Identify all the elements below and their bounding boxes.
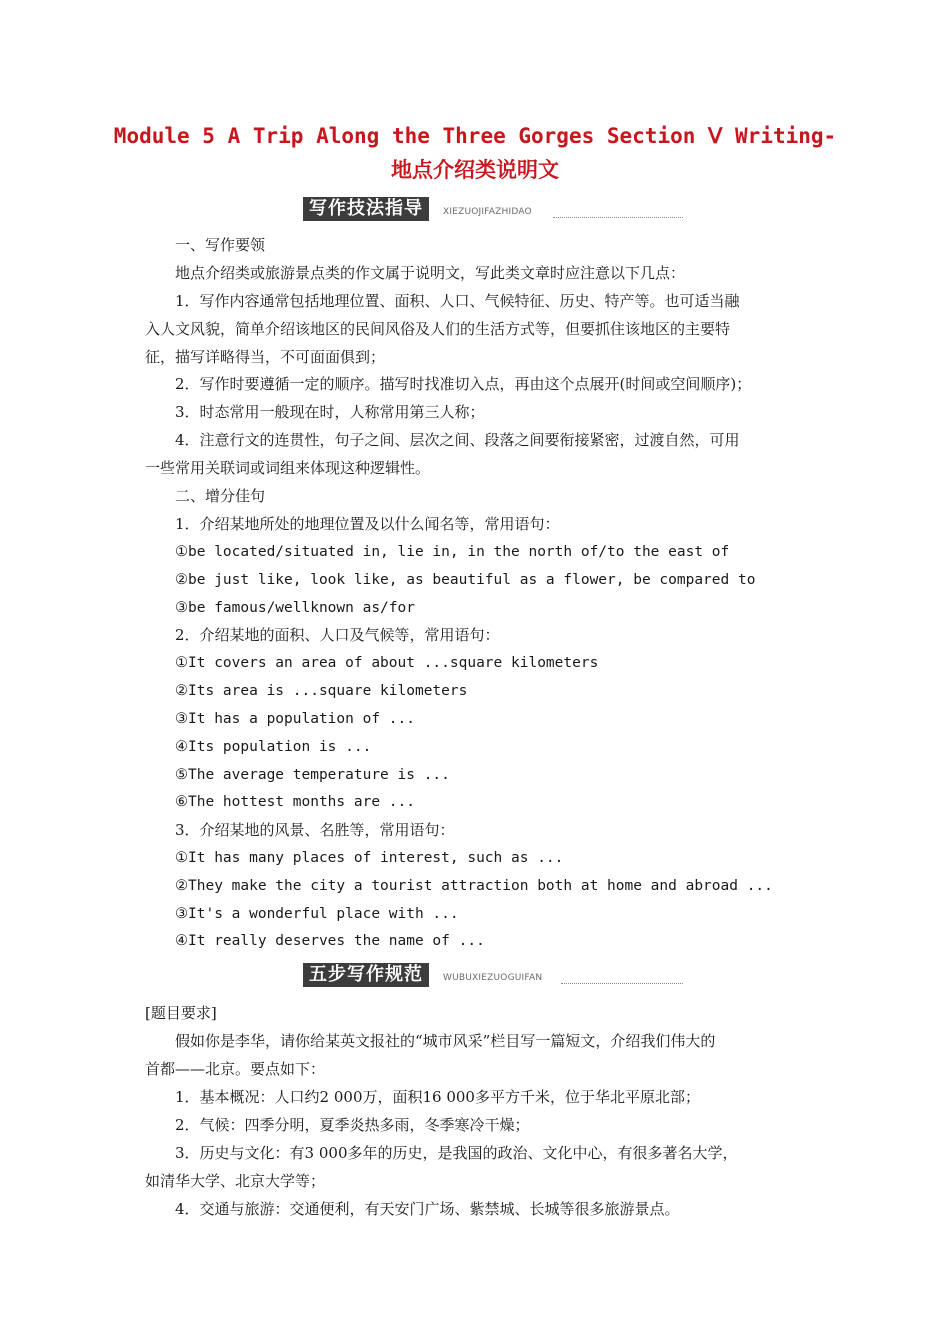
section-heading: 二、增分佳句 [175,487,266,505]
subheading: 2．介绍某地的面积、人口及气候等，常用语句： [175,626,500,644]
section-banner-writing-skills [303,197,683,223]
requirement-item: 3．历史与文化：有3 000多年的历史，是我国的政治、文化中心，有很多著名大学， [175,1144,738,1162]
subheading: 3．介绍某地的风景、名胜等，常用语句： [175,821,455,839]
banner-pinyin: WUBUXIEZUOGUIFAN [443,973,543,983]
title-line-1: Module 5 A Trip Along the Three Gorges Section Ⅴ Writing- [113,124,837,148]
banner-dotted-rule [553,217,683,218]
task-heading: [题目要求] [145,1004,217,1022]
paragraph: 首都——北京。要点如下： [145,1060,326,1078]
phrase-item: ①It has many places of interest, such as ... [175,850,564,866]
banner-label: 写作技法指导 [303,197,429,221]
paragraph: 3．时态常用一般现在时，人称常用第三人称； [175,403,485,421]
section-heading: 一、写作要领 [175,236,266,254]
banner-dotted-rule [561,983,683,984]
requirement-item: 4．交通与旅游：交通便利，有天安门广场、紫禁城、长城等很多旅游景点。 [175,1200,680,1218]
phrase-item: ①be located/situated in, lie in, in the north of/to the east of [175,544,730,560]
paragraph: 1．写作内容通常包括地理位置、面积、人口、气候特征、历史、特产等。也可适当融 [175,292,740,310]
phrase-item: ①It covers an area of about ...square kilometers [175,655,599,671]
banner-label: 五步写作规范 [303,963,429,987]
phrase-item: ②Its area is ...square kilometers [175,683,468,699]
title-line-2: 地点介绍类说明文 [391,158,559,182]
phrase-item: ④It really deserves the name of ... [175,933,485,949]
banner-pinyin: XIEZUOJIFAZHIDAO [443,207,532,217]
paragraph: 2．写作时要遵循一定的顺序。描写时找准切入点，再由这个点展开(时间或空间顺序)； [175,375,752,393]
phrase-item: ⑥The hottest months are ... [175,794,415,810]
section-banner-five-steps [303,963,683,989]
phrase-item: ③be famous/wellknown as/for [175,600,415,616]
paragraph: 一些常用关联词或词组来体现这种逻辑性。 [145,459,431,477]
paragraph: 征，描写详略得当，不可面面俱到； [145,348,386,366]
requirement-item: 如清华大学、北京大学等； [145,1172,326,1190]
phrase-item: ②be just like, look like, as beautiful as a flower, be compared to [175,572,756,588]
phrase-item: ③It's a wonderful place with ... [175,906,459,922]
requirement-item: 1．基本概况：人口约2 000万，面积16 000多平方千米，位于华北平原北部； [175,1088,700,1106]
subheading: 1．介绍某地所处的地理位置及以什么闻名等，常用语句： [175,515,560,533]
phrase-item: ⑤The average temperature is ... [175,767,450,783]
phrase-item: ③It has a population of ... [175,711,415,727]
paragraph: 地点介绍类或旅游景点类的作文属于说明文，写此类文章时应注意以下几点： [175,264,686,282]
phrase-item: ④Its population is ... [175,739,372,755]
paragraph: 4．注意行文的连贯性，句子之间、层次之间、段落之间要衔接紧密，过渡自然，可用 [175,431,740,449]
paragraph: 假如你是李华，请你给某英文报社的“城市风采”栏目写一篇短文，介绍我们伟大的 [175,1032,716,1050]
phrase-item: ②They make the city a tourist attraction both at home and abroad ... [175,878,773,894]
paragraph: 入人文风貌，简单介绍该地区的民间风俗及人们的生活方式等，但要抓住该地区的主要特 [145,320,731,338]
requirement-item: 2．气候：四季分明，夏季炎热多雨，冬季寒冷干燥； [175,1116,530,1134]
